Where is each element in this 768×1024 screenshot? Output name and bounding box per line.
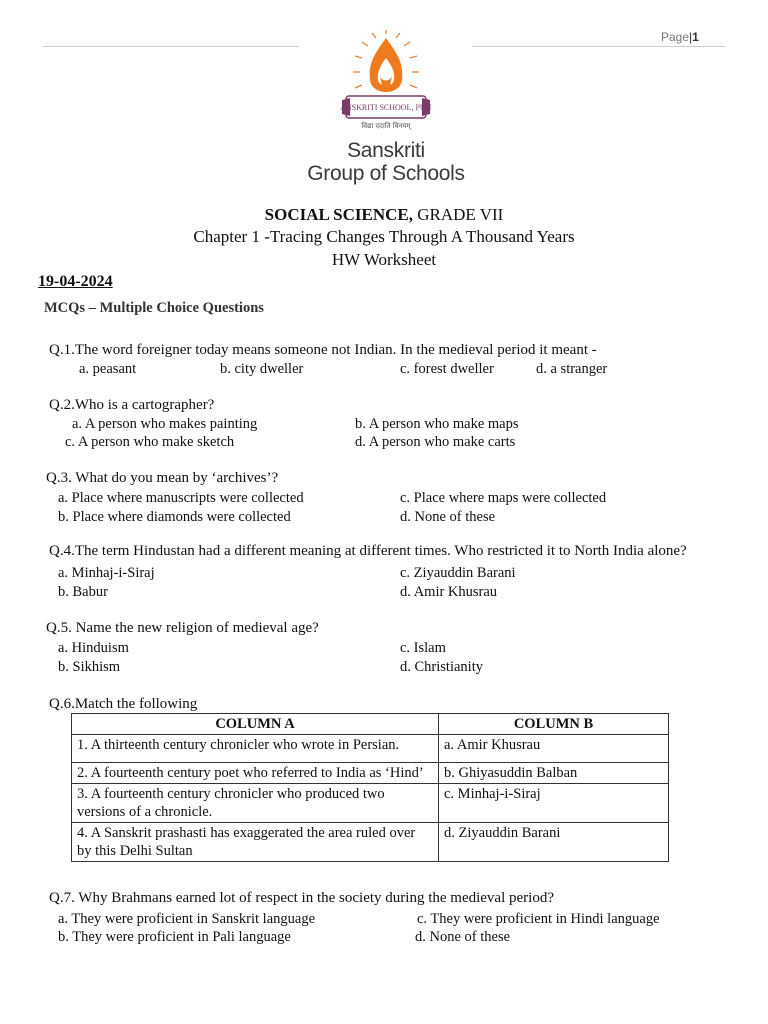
q7-option-c: c. They were proficient in Hindi language: [417, 911, 660, 927]
q2-option-c: c. A person who make sketch: [65, 434, 235, 450]
worksheet-title: HW Worksheet: [331, 250, 437, 269]
q4-option-c: c. Ziyauddin Barani: [400, 565, 516, 581]
page-number-value: 1: [692, 30, 699, 44]
q3-option-c: c. Place where maps were collected: [400, 490, 607, 506]
svg-text:विद्या ददाति विनयम्: विद्या ददाति विनयम्: [361, 122, 411, 130]
q4-option-b: b. Babur: [58, 584, 108, 600]
q5-option-d: d. Christianity: [400, 659, 483, 675]
q2-option-b: b. A person who make maps: [355, 416, 519, 432]
question-3: Q.3. What do you mean by ‘archives’?: [46, 470, 279, 486]
page-label: Page: [661, 30, 690, 44]
table-cell: a. Amir Khusrau: [439, 735, 669, 763]
worksheet-date: 19-04-2024: [38, 273, 113, 290]
q2-option-a: a. A person who makes painting: [72, 416, 258, 432]
match-table: [71, 713, 669, 862]
question-4: Q.4.The term Hindustan had a different meaning at different times. Who restricted it to North India alone?: [49, 543, 687, 559]
grade: GRADE VII: [417, 205, 504, 224]
logo-text-line2: Group of Schools: [307, 162, 465, 185]
table-row: [72, 784, 669, 823]
header-rule-left: [43, 46, 299, 47]
lamp-emblem-icon: [340, 30, 432, 134]
section-title: MCQs – Multiple Choice Questions: [44, 300, 264, 316]
subject-title: [0, 205, 768, 225]
question-7: Q.7. Why Brahmans earned lot of respect in the society during the medieval period?: [49, 890, 554, 906]
q5-option-a: a. Hinduism: [58, 640, 129, 656]
table-cell: b. Ghiyasuddin Balban: [439, 763, 669, 784]
svg-text:SANSKRITI SCHOOL, PUNE: SANSKRITI SCHOOL, PUNE: [340, 103, 432, 112]
table-cell: d. Ziyauddin Barani: [439, 823, 669, 862]
q2-option-d: d. A person who make carts: [355, 434, 516, 450]
q5-option-b: b. Sikhism: [58, 659, 121, 675]
table-row: [72, 735, 669, 763]
question-6: Q.6.Match the following: [49, 696, 198, 712]
column-b-header: COLUMN B: [439, 714, 669, 735]
q5-option-c: c. Islam: [400, 640, 446, 656]
q3-option-d: d. None of these: [400, 509, 496, 525]
q1-option-b: b. city dweller: [220, 361, 304, 377]
table-row: [72, 823, 669, 862]
table-cell: 3. A fourteenth century chronicler who produced two versions of a chronicle.: [72, 784, 439, 823]
match-table-header-row: [72, 714, 669, 735]
subject-name: SOCIAL SCIENCE,: [264, 205, 413, 224]
table-cell: c. Minhaj-i-Siraj: [439, 784, 669, 823]
q4-option-a: a. Minhaj-i-Siraj: [58, 565, 155, 581]
q4-option-d: d. Amir Khusrau: [400, 584, 498, 600]
column-a-header: COLUMN A: [72, 714, 439, 735]
q7-option-a: a. They were proficient in Sanskrit language: [58, 911, 316, 927]
q3-option-b: b. Place where diamonds were collected: [58, 509, 291, 525]
page-number: Page|1: [661, 30, 699, 44]
header-rule-right: [472, 46, 725, 47]
q7-option-d: d. None of these: [415, 929, 511, 945]
question-1: Q.1.The word foreigner today means someone not Indian. In the medieval period it meant -: [49, 342, 597, 358]
q1-option-c: c. forest dweller: [400, 361, 494, 377]
chapter-title: Chapter 1 -Tracing Changes Through A Thousand Years: [193, 227, 575, 246]
q3-option-a: a. Place where manuscripts were collected: [58, 490, 304, 506]
q1-option-a: a. peasant: [79, 361, 137, 377]
school-logo: [340, 30, 432, 134]
table-cell: 1. A thirteenth century chronicler who wrote in Persian.: [72, 735, 439, 763]
table-row: [72, 763, 669, 784]
q7-option-b: b. They were proficient in Pali language: [58, 929, 291, 945]
question-5: Q.5. Name the new religion of medieval age?: [46, 620, 319, 636]
logo-text-line1: Sanskriti: [347, 139, 425, 162]
q1-option-d: d. a stranger: [536, 361, 608, 377]
table-cell: 2. A fourteenth century poet who referred to India as ‘Hind’: [72, 763, 439, 784]
question-2: Q.2.Who is a cartographer?: [49, 397, 215, 413]
table-cell: 4. A Sanskrit prashasti has exaggerated the area ruled over by this Delhi Sultan: [72, 823, 439, 862]
